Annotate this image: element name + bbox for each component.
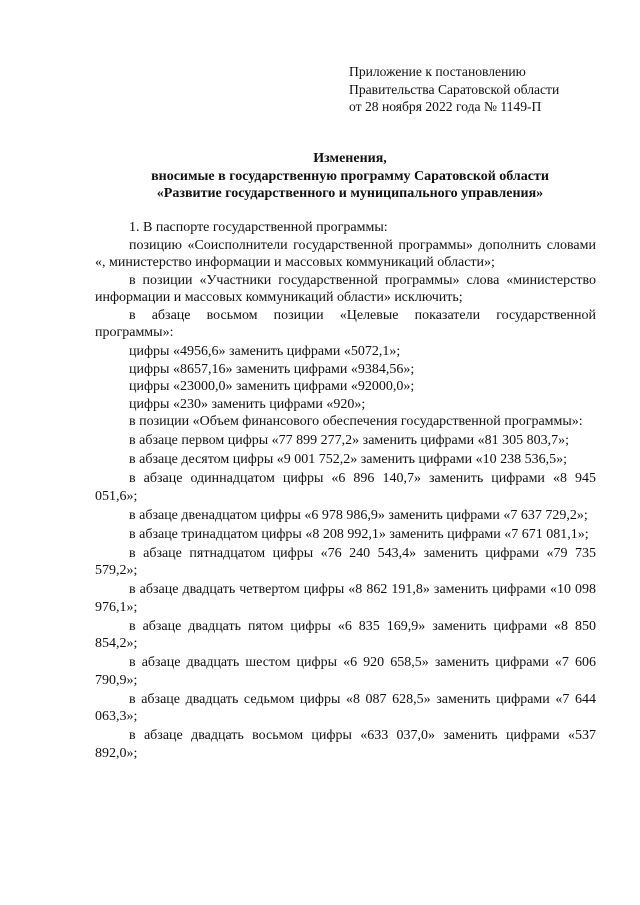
paragraph: в абзаце двадцать седьмом цифры «8 087 628,5» заменить цифрами «7 644 063,3»; xyxy=(95,691,596,724)
paragraph: в абзаце двадцать пятом цифры «6 835 169,9» заменить цифрами «8 850 854,2»; xyxy=(95,618,596,651)
paragraph: позицию «Соисполнители государственной программы» дополнить словами «, министерство информации и массовых коммуникаций области»; xyxy=(95,237,596,270)
annex-line-1: Приложение к постановлению xyxy=(349,64,526,79)
annex-line-3: от 28 ноября 2022 года № 1149-П xyxy=(349,99,542,114)
document-body xyxy=(95,219,596,762)
paragraph: в абзаце пятнадцатом цифры «76 240 543,4» заменить цифрами «79 735 579,2»; xyxy=(95,545,596,578)
paragraph: в позиции «Участники государственной программы» слова «министерство информации и массовых коммуникаций области» исключить; xyxy=(95,272,596,305)
title-line-3: «Развитие государственного и муниципального управления» xyxy=(156,186,544,201)
paragraph: 1. В паспорте государственной программы: xyxy=(129,220,388,235)
paragraph: цифры «4956,6» заменить цифрами «5072,1»; xyxy=(129,344,401,359)
title-line-1: Изменения, xyxy=(313,151,387,166)
paragraph: в абзаце двенадцатом цифры «6 978 986,9» заменить цифрами «7 637 729,2»; xyxy=(129,507,588,523)
annex-note xyxy=(349,63,559,116)
paragraph: в абзаце десятом цифры «9 001 752,2» заменить цифрами «10 238 536,5»; xyxy=(129,452,568,467)
annex-line-2: Правительства Саратовской области xyxy=(349,81,560,97)
paragraph: цифры «8657,16» заменить цифрами «9384,56»; xyxy=(129,361,415,377)
paragraph: цифры «230» заменить цифрами «920»; xyxy=(129,396,366,412)
paragraph: в абзаце двадцать восьмом цифры «633 037,0» заменить цифрами «537 892,0»; xyxy=(95,728,596,761)
paragraph: в абзаце двадцать шестом цифры «6 920 658,5» заменить цифрами «7 606 790,9»; xyxy=(95,655,596,688)
document-title xyxy=(60,150,640,203)
title-line-2: вносимые в государственную программу Саратовской области xyxy=(151,168,549,184)
paragraph: в позиции «Объем финансового обеспечения государственной программы»: xyxy=(129,414,583,429)
paragraph: в абзаце двадцать четвертом цифры «8 862 191,8» заменить цифрами «10 098 976,1»; xyxy=(95,582,596,615)
paragraph: в абзаце первом цифры «77 899 277,2» заменить цифрами «81 305 803,7»; xyxy=(129,433,569,448)
paragraph: в абзаце тринадцатом цифры «8 208 992,1» заменить цифрами «7 671 081,1»; xyxy=(129,526,589,542)
paragraph: в абзаце восьмом позиции «Целевые показатели государственной программы»: xyxy=(95,307,596,340)
paragraph: в абзаце одиннадцатом цифры «6 896 140,7» заменить цифрами «8 945 051,6»; xyxy=(95,471,596,504)
paragraph: цифры «23000,0» заменить цифрами «92000,0»; xyxy=(129,379,415,394)
